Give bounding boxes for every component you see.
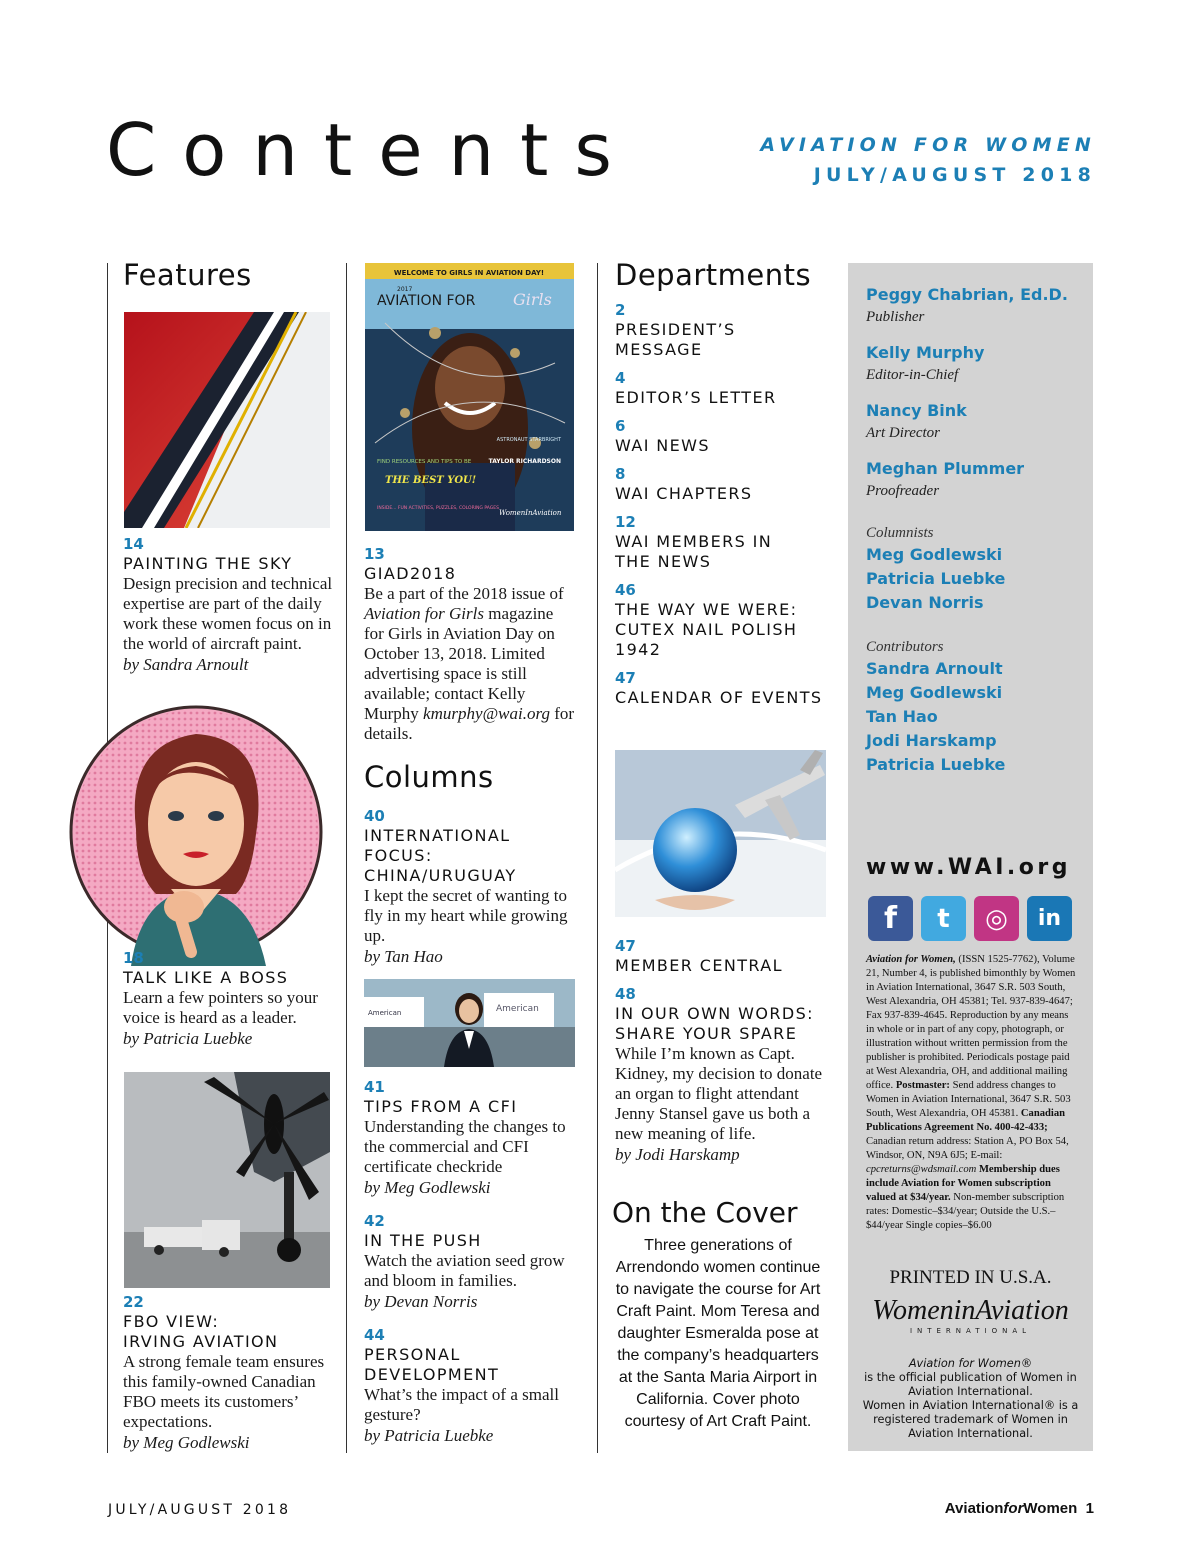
department-item[interactable] <box>615 464 835 504</box>
staff-name: Peggy Chabrian, Ed.D. <box>866 285 1068 304</box>
column-item[interactable] <box>364 1077 576 1199</box>
byline: by Sandra Arnoult <box>123 655 249 674</box>
page-number: 46 <box>615 581 636 599</box>
article-desc: What’s the impact of a small gesture? <box>364 1385 559 1424</box>
article-desc: Design precision and technical expertise are part of the daily work these women focus on in the world of aircraft paint. <box>123 574 333 653</box>
publication-title: Aviation for Girls <box>364 604 484 623</box>
page-number: 48 <box>615 985 636 1003</box>
article-title: IN THE PUSH <box>364 1231 482 1250</box>
cover-mast-script: Girls <box>513 290 552 309</box>
article-title-line1: FBO VIEW: <box>123 1312 220 1331</box>
column-rule <box>346 263 347 1453</box>
article-title: THE WAY WE WERE: CUTEX NAIL POLISH 1942 <box>615 600 798 659</box>
article-title: TIPS FROM A CFI <box>364 1097 518 1116</box>
features-heading: Features <box>123 258 252 292</box>
byline: by Devan Norris <box>364 1292 478 1311</box>
staff-entry <box>866 399 1086 443</box>
feature-item-boss[interactable] <box>123 948 337 1050</box>
cover-mast: AVIATION FOR <box>377 293 476 309</box>
feature-item-fbo[interactable] <box>123 1292 337 1454</box>
article-title: PERSONAL DEVELOPMENT <box>364 1345 500 1384</box>
cover-text: Three generations of Arrendondo women continue to navigate the course for Art Craft Paint. Mom Teresa and daughter Esmeralda pose at the company’s headquarters at the Santa Maria Airport in California. Cover photo courtesy of Art Craft Paint. <box>615 1237 821 1430</box>
columnist-name: Patricia Luebke <box>866 569 1006 588</box>
page-number: 1 <box>1085 1500 1094 1517</box>
department-item[interactable] <box>615 300 835 360</box>
cover-tagline: FIND RESOURCES AND TIPS TO BE <box>377 459 472 465</box>
column-item[interactable] <box>364 806 576 968</box>
email-link[interactable]: cpcreturns@wdsmail.com <box>866 1164 977 1175</box>
staff-entry <box>866 341 1086 385</box>
column-item[interactable] <box>364 1325 576 1447</box>
staff-entry <box>866 283 1086 327</box>
cover-best-you: THE BEST YOU! <box>385 475 477 486</box>
footer-issue: JULY/AUGUST 2018 <box>108 1502 292 1518</box>
magazine-issue-block <box>760 130 1096 190</box>
wai-logo <box>848 1295 1093 1335</box>
giad-item[interactable] <box>364 544 576 744</box>
instagram-icon[interactable]: ◎ <box>974 896 1019 941</box>
byline: by Jodi Harskamp <box>615 1145 740 1164</box>
page-number: 8 <box>615 465 626 483</box>
departments-section <box>615 258 835 716</box>
cover-heading: On the Cover <box>612 1196 798 1229</box>
cover-astronaut-label: ASTRONAUT STARBRIGHT <box>496 437 561 443</box>
website-link[interactable]: www.WAI.org <box>866 855 1071 880</box>
painting-sky-photo[interactable] <box>124 312 330 528</box>
social-icons <box>868 896 1072 941</box>
article-title: WAI NEWS <box>615 436 710 455</box>
page-number: 44 <box>364 1326 385 1344</box>
contributor-name: Tan Hao <box>866 707 938 726</box>
footer-brand: AviationforWomen 1 <box>944 1500 1094 1517</box>
article-title: WAI CHAPTERS <box>615 484 753 503</box>
column-item[interactable] <box>364 1211 576 1313</box>
article-title: IN OUR OWN WORDS: SHARE YOUR SPARE <box>615 1004 814 1043</box>
printed-notice: PRINTED IN U.S.A. <box>889 1267 1052 1288</box>
byline: by Meg Godlewski <box>123 1433 250 1452</box>
contributor-name: Jodi Harskamp <box>866 731 997 750</box>
globe-jet-photo[interactable] <box>615 750 826 917</box>
official-publication-note: Aviation for Women® is the official publication of Women in Aviation International. Women in Aviation International® is a registered trademark of Women in Aviation International. <box>862 1357 1079 1440</box>
department-item[interactable] <box>615 936 830 976</box>
cover-astronaut-name: TAYLOR RICHARDSON <box>488 458 561 465</box>
facebook-icon[interactable]: f <box>868 896 913 941</box>
department-item[interactable] <box>615 668 835 708</box>
columns-section <box>364 760 576 980</box>
article-desc: Be a part of the 2018 issue of Aviation for Girls magazine for Girls in Aviation Day on October 13, 2018. Limited advertising space is still available; contact Kelly Murphy kmurphy@wai.org for details. <box>364 584 575 743</box>
page-number: 18 <box>123 949 144 967</box>
article-title: WAI MEMBERS IN THE NEWS <box>615 532 773 571</box>
contributor-name: Meg Godlewski <box>866 683 1003 702</box>
contributor-name: Sandra Arnoult <box>866 659 1003 678</box>
linkedin-icon[interactable]: in <box>1027 896 1072 941</box>
article-title: TALK LIKE A BOSS <box>123 968 289 987</box>
page-number: 4 <box>615 369 626 387</box>
staff-role: Publisher <box>866 309 925 325</box>
cover-year: 2017 <box>397 286 413 293</box>
article-desc: While I’m known as Capt. Kidney, my decision to donate an organ to flight attendant Jenny Stansel gave us both a new meaning of life. <box>615 1044 823 1143</box>
page-number: 2 <box>615 301 626 319</box>
magazine-name: AVIATION FOR WOMEN <box>760 134 1096 156</box>
article-desc: Understanding the changes to the commercial and CFI certificate checkride <box>364 1117 566 1176</box>
page-number: 40 <box>364 807 385 825</box>
staff-name: Kelly Murphy <box>866 343 985 362</box>
article-title: PAINTING THE SKY <box>123 554 293 573</box>
columnist-name: Devan Norris <box>866 593 984 612</box>
page-number: 41 <box>364 1078 385 1096</box>
photo-sign: American <box>496 1004 539 1014</box>
page-number: 14 <box>123 535 144 553</box>
byline: by Patricia Luebke <box>123 1029 253 1048</box>
photo-sign: American <box>368 1009 402 1017</box>
byline: by Meg Godlewski <box>364 1178 491 1197</box>
fbo-photo[interactable] <box>124 1072 330 1288</box>
page-number: 47 <box>615 669 636 687</box>
department-item[interactable] <box>615 368 835 408</box>
staff-role: Editor-in-Chief <box>866 367 959 383</box>
byline: by Patricia Luebke <box>364 1426 494 1445</box>
article-desc: A strong female team ensures this family-owned Canadian FBO meets its customers’ expectations. <box>123 1352 325 1431</box>
contributors-label: Contributors <box>866 639 944 655</box>
page-title: Contents <box>106 108 638 192</box>
feature-item-painting[interactable] <box>123 534 337 676</box>
byline: by Tan Hao <box>364 947 443 966</box>
page-number: 42 <box>364 1212 385 1230</box>
issue-date: JULY/AUGUST 2018 <box>813 164 1096 186</box>
twitter-icon[interactable]: t <box>921 896 966 941</box>
wai-logo-text: WomeninAviation <box>872 1295 1069 1326</box>
page-number: 13 <box>364 545 385 563</box>
department-item[interactable] <box>615 416 835 456</box>
article-desc: Watch the aviation seed grow and bloom in families. <box>364 1251 565 1290</box>
departments-heading: Departments <box>615 258 812 292</box>
department-item[interactable] <box>615 512 835 572</box>
boss-illustration[interactable] <box>56 704 334 966</box>
columns-heading: Columns <box>364 760 494 794</box>
article-desc: Learn a few pointers so your voice is heard as a leader. <box>123 988 318 1027</box>
article-title: EDITOR’S LETTER <box>615 388 777 407</box>
masthead-sidebar <box>848 263 1093 1451</box>
pilot-photo[interactable] <box>364 979 575 1067</box>
page-number: 12 <box>615 513 636 531</box>
cover-banner: WELCOME TO GIRLS IN AVIATION DAY! <box>393 269 545 277</box>
article-desc: I kept the secret of wanting to fly in my heart while growing up. <box>364 886 568 945</box>
columns-list <box>364 1077 576 1459</box>
columnists-label: Columnists <box>866 525 934 541</box>
department-item[interactable] <box>615 580 835 660</box>
staff-name: Nancy Bink <box>866 401 967 420</box>
features-column <box>123 258 335 292</box>
article-title: GIAD2018 <box>364 564 457 583</box>
department-item[interactable] <box>615 984 830 1166</box>
departments-more <box>615 936 830 1178</box>
email-link[interactable]: kmurphy@wai.org <box>423 704 550 723</box>
staff-role: Proofreader <box>866 483 940 499</box>
columnist-name: Meg Godlewski <box>866 545 1003 564</box>
page-number: 47 <box>615 937 636 955</box>
contributor-name: Patricia Luebke <box>866 755 1006 774</box>
publication-legal: Aviation for Women, (ISSN 1525-7762), Volume 21, Number 4, is published bimonthly by Women in Aviation International, 3647 S.R. 503 South, West Alexandria, OH 45381; Tel. 937-839-4647; Fax 937-839-4645. Reproduction by any means in whole or in part of any copy, photograph, or illustration without written permission from the publisher is prohibited. Periodicals postage paid at West Alexandria, OH, and additional mailing office. Postmaster: Send address changes to Women in Aviation International, 3647 S.R. 503 South, West Alexandria, OH 45381. Canadian Publications Agreement No. 400-42-433; Canadian return address: Station A, PO Box 54, Windsor, ON, N9A 6J5; E-mail: cpcreturns@wdsmail.com Membership dues include Aviation for Women subscription valued at $34/year. Non-member subscription rates: Domestic–$34/year; Outside the U.S.–$44/year Single copies–$6.00 <box>866 954 1076 1231</box>
column-rule <box>597 263 598 1453</box>
article-title-line2: IRVING AVIATION <box>123 1332 279 1351</box>
article-title: INTERNATIONAL FOCUS: CHINA/URUGUAY <box>364 826 517 885</box>
cover-publisher: WomenInAviation <box>499 509 562 517</box>
cover-inside: INSIDE... FUN ACTIVITIES, PUZZLES, COLORING PAGES <box>377 506 499 511</box>
wai-logo-sub: INTERNATIONAL <box>909 1327 1032 1335</box>
article-title: CALENDAR OF EVENTS <box>615 688 823 707</box>
on-the-cover <box>612 1196 824 1433</box>
article-title: PRESIDENT’S MESSAGE <box>615 320 736 359</box>
staff-role: Art Director <box>866 425 941 441</box>
page-number: 6 <box>615 417 626 435</box>
page-number: 22 <box>123 1293 144 1311</box>
article-title: MEMBER CENTRAL <box>615 956 783 975</box>
staff-name: Meghan Plummer <box>866 459 1025 478</box>
aviation-for-girls-cover[interactable] <box>365 263 574 531</box>
staff-entry <box>866 457 1086 501</box>
